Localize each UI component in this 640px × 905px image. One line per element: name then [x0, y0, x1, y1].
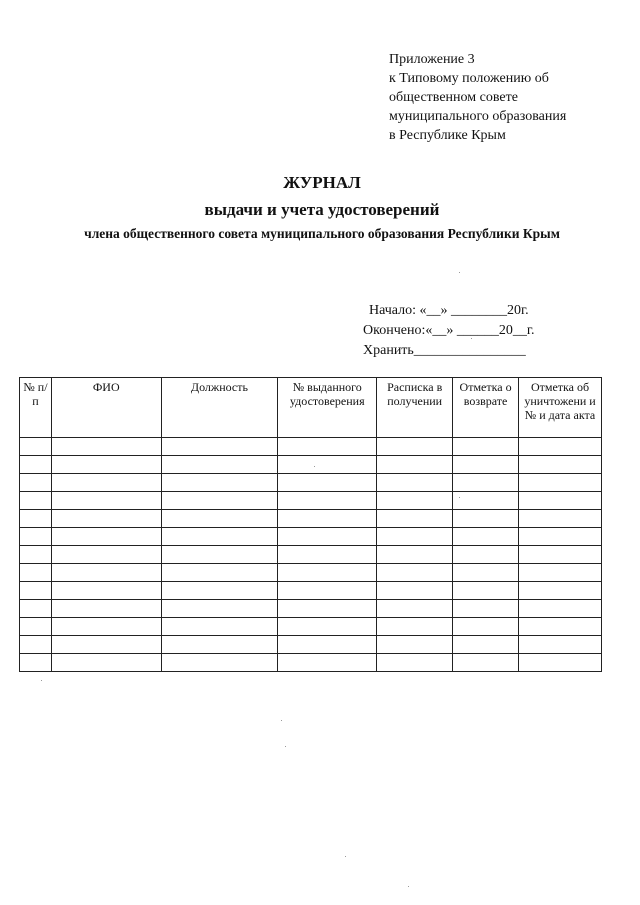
table-cell	[278, 546, 377, 564]
col-header-receipt: Расписка в получении	[377, 378, 453, 438]
table-cell	[519, 438, 602, 456]
table-cell	[453, 654, 519, 672]
appendix-line-2: к Типовому положению об	[389, 71, 549, 86]
table-cell	[519, 456, 602, 474]
table-cell	[519, 636, 602, 654]
table-cell	[51, 510, 161, 528]
col-header-return-mark: Отметка о возврате	[453, 378, 519, 438]
table-cell	[278, 618, 377, 636]
end-date-line: Окончено:«__» ______20__г.	[363, 323, 535, 338]
table-cell	[519, 474, 602, 492]
appendix-line-4: муниципального образования	[389, 109, 567, 124]
document-title: ЖУРНАЛ	[283, 173, 361, 192]
table-row	[20, 474, 602, 492]
table-header-row	[20, 378, 602, 438]
table-cell	[519, 564, 602, 582]
table-cell	[20, 564, 52, 582]
table-cell	[20, 636, 52, 654]
table-cell	[377, 636, 453, 654]
start-date-line: Начало: «__» ________20г.	[369, 303, 529, 318]
table-cell	[377, 474, 453, 492]
table-cell	[453, 636, 519, 654]
col-header-certificate-number: № выданного удостоверения	[278, 378, 377, 438]
table-cell	[51, 492, 161, 510]
table-row	[20, 564, 602, 582]
table-cell	[453, 492, 519, 510]
table-cell	[278, 474, 377, 492]
table-cell	[453, 438, 519, 456]
table-cell	[377, 546, 453, 564]
table-cell	[377, 456, 453, 474]
col-header-fio: ФИО	[51, 378, 161, 438]
journal-meta	[363, 301, 535, 361]
table-cell	[51, 474, 161, 492]
col-header-position: Должность	[161, 378, 278, 438]
table-row	[20, 438, 602, 456]
table-cell	[377, 654, 453, 672]
table-row	[20, 654, 602, 672]
table-cell	[161, 564, 278, 582]
table-cell	[453, 564, 519, 582]
table-cell	[161, 510, 278, 528]
table-cell	[377, 438, 453, 456]
table-cell	[278, 528, 377, 546]
table-cell	[519, 546, 602, 564]
table-cell	[161, 636, 278, 654]
table-cell	[377, 492, 453, 510]
table-cell	[377, 528, 453, 546]
table-row	[20, 582, 602, 600]
col-header-destruction-mark: Отметка об уничтожени и № и дата акта	[519, 378, 602, 438]
table-cell	[278, 438, 377, 456]
table-cell	[377, 582, 453, 600]
table-cell	[519, 654, 602, 672]
table-cell	[20, 510, 52, 528]
table-cell	[161, 618, 278, 636]
journal-table-body	[20, 438, 602, 672]
table-cell	[519, 582, 602, 600]
table-cell	[161, 528, 278, 546]
table-cell	[161, 474, 278, 492]
table-cell	[51, 618, 161, 636]
table-cell	[161, 492, 278, 510]
table-row	[20, 546, 602, 564]
table-cell	[453, 546, 519, 564]
table-cell	[51, 546, 161, 564]
table-cell	[519, 600, 602, 618]
table-cell	[453, 582, 519, 600]
table-cell	[278, 510, 377, 528]
table-cell	[51, 636, 161, 654]
table-row	[20, 510, 602, 528]
table-row	[20, 492, 602, 510]
table-cell	[278, 492, 377, 510]
col-header-number: № п/п	[20, 378, 52, 438]
table-cell	[161, 654, 278, 672]
table-cell	[377, 618, 453, 636]
table-cell	[278, 600, 377, 618]
table-cell	[278, 582, 377, 600]
appendix-line-1: Приложение 3	[389, 52, 475, 67]
table-cell	[453, 510, 519, 528]
table-cell	[377, 564, 453, 582]
table-cell	[51, 654, 161, 672]
table-cell	[161, 600, 278, 618]
table-cell	[161, 582, 278, 600]
appendix-line-5: в Республике Крым	[389, 128, 506, 143]
table-cell	[519, 492, 602, 510]
table-cell	[51, 456, 161, 474]
table-cell	[161, 456, 278, 474]
table-cell	[453, 600, 519, 618]
table-cell	[278, 456, 377, 474]
table-cell	[20, 546, 52, 564]
table-cell	[20, 582, 52, 600]
table-cell	[278, 636, 377, 654]
keep-line: Хранить________________	[363, 343, 526, 358]
table-cell	[51, 600, 161, 618]
table-cell	[51, 582, 161, 600]
table-cell	[51, 564, 161, 582]
appendix-line-3: общественном совете	[389, 90, 518, 105]
table-cell	[51, 528, 161, 546]
document-subtitle: выдачи и учета удостоверений	[204, 200, 440, 219]
table-cell	[278, 654, 377, 672]
table-cell	[20, 600, 52, 618]
journal-table	[19, 377, 602, 672]
table-cell	[20, 474, 52, 492]
table-cell	[453, 474, 519, 492]
table-cell	[20, 654, 52, 672]
table-cell	[377, 510, 453, 528]
table-cell	[20, 528, 52, 546]
table-cell	[20, 438, 52, 456]
table-cell	[519, 528, 602, 546]
table-row	[20, 528, 602, 546]
table-cell	[519, 510, 602, 528]
table-cell	[453, 618, 519, 636]
table-row	[20, 636, 602, 654]
table-row	[20, 600, 602, 618]
table-cell	[20, 618, 52, 636]
table-cell	[161, 546, 278, 564]
table-cell	[51, 438, 161, 456]
table-cell	[20, 492, 52, 510]
document-subject: члена общественного совета муниципального образования Республики Крым	[84, 226, 560, 241]
table-cell	[161, 438, 278, 456]
table-row	[20, 456, 602, 474]
table-cell	[453, 528, 519, 546]
table-cell	[278, 564, 377, 582]
table-cell	[453, 456, 519, 474]
table-cell	[377, 600, 453, 618]
table-cell	[519, 618, 602, 636]
table-row	[20, 618, 602, 636]
appendix-block	[389, 50, 566, 145]
table-cell	[20, 456, 52, 474]
